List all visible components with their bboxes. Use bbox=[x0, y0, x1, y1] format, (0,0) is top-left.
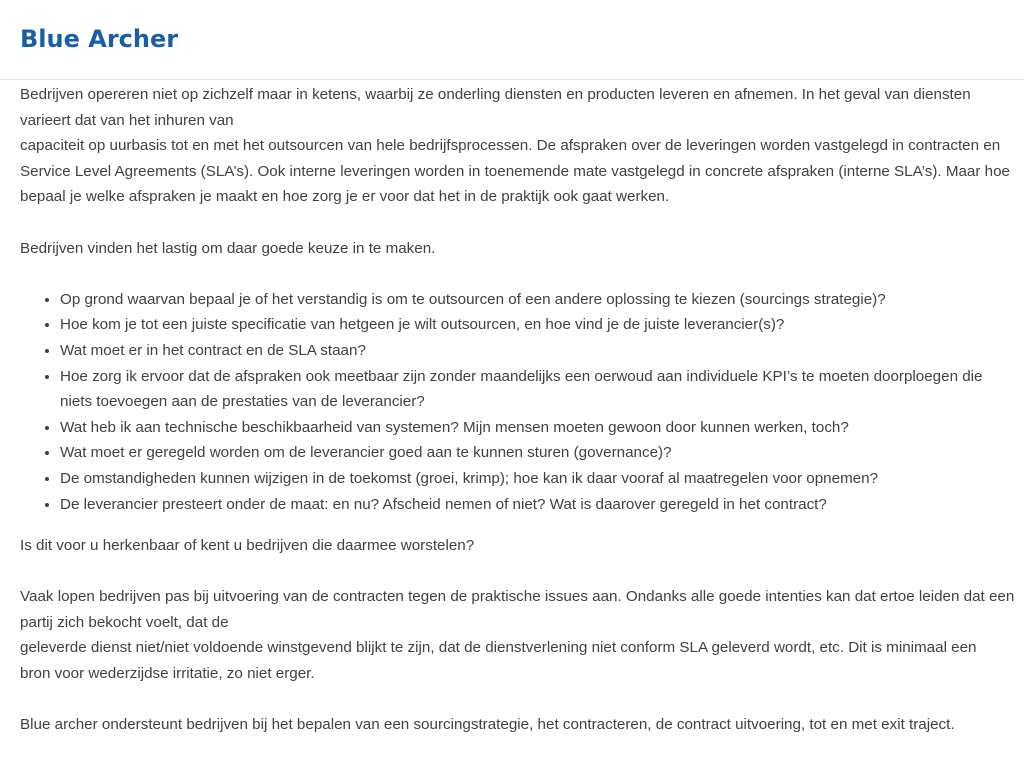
recognition-text: Is dit voor u herkenbaar of kent u bedrijven die daarmee worstelen? bbox=[20, 537, 475, 555]
intro-line: Service Level Agreements (SLA’s). Ook interne leveringen worden in toenemende mate vastgelegd in concrete afspraken (interne SLA’s). Maar hoe bbox=[20, 162, 1010, 180]
paragraph-gap bbox=[20, 210, 1004, 236]
difficulty-paragraph bbox=[20, 236, 1004, 262]
list-item-text: niets toevoegen aan de prestaties van de leverancier? bbox=[60, 393, 425, 411]
closing-text: Blue archer ondersteunt bedrijven bij het bepalen van een sourcingstrategie, het contracteren, de contract uitvoering, tot en met exit traject. bbox=[20, 716, 955, 734]
practice-line: Vaak lopen bedrijven pas bij uitvoering van de contracten tegen de praktische issues aan. Ondanks alle goede intenties kan dat ertoe leiden dat een bbox=[20, 588, 1015, 606]
list-item bbox=[60, 312, 1004, 338]
practice-line: partij zich bekocht voelt, dat de bbox=[20, 613, 229, 631]
list-item-text: • Hoe kom je tot een juiste specificatie van hetgeen je wilt outsourcen, en hoe vind je de juiste leverancier(s)? bbox=[60, 316, 785, 334]
list-item bbox=[60, 415, 1004, 441]
intro-line: bepaal je welke afspraken je maakt en hoe zorg je er voor dat het in de praktijk ook gaat werken. bbox=[20, 188, 670, 206]
list-item bbox=[60, 287, 1004, 313]
list-item-text: • De leverancier presteert onder de maat: en nu? Afscheid nemen of niet? Wat is daarover geregeld in het contract? bbox=[60, 495, 827, 513]
practice-paragraph bbox=[20, 584, 1015, 686]
recognition-paragraph bbox=[20, 533, 1004, 559]
list-item-text: • Op grond waarvan bepaal je of het verstandig is om te outsourcen of een andere oplossing te kiezen (sourcings strategie)? bbox=[60, 290, 886, 308]
intro-line: capaciteit op uurbasis tot en met het outsourcen van hele bedrijfsprocessen. De afspraken over de leveringen worden vastgelegd in contracten en bbox=[20, 137, 1001, 155]
site-title[interactable]: Blue Archer bbox=[20, 24, 179, 53]
list-item-text: • Wat heb ik aan technische beschikbaarheid van systemen? Mijn mensen moeten gewoon door kunnen werken, toch? bbox=[60, 418, 849, 436]
paragraph-gap bbox=[20, 559, 1004, 585]
closing-paragraph bbox=[20, 712, 1004, 738]
paragraph-gap bbox=[20, 261, 1004, 287]
paragraph-gap bbox=[20, 687, 1004, 713]
list-item-text: • Wat moet er in het contract en de SLA staan? bbox=[60, 341, 366, 359]
list-item bbox=[60, 338, 1004, 364]
list-item-text: • Hoe zorg ik ervoor dat de afspraken ook meetbaar zijn zonder maandelijks een oerwoud aan individuele KPI’s te moeten doorploegen die bbox=[60, 367, 983, 385]
difficulty-text: Bedrijven vinden het lastig om daar goede keuze in te maken. bbox=[20, 239, 436, 257]
intro-line: varieert dat van het inhuren van bbox=[20, 111, 234, 129]
list-item bbox=[60, 364, 1004, 415]
list-item bbox=[60, 492, 1004, 518]
list-item bbox=[60, 466, 1004, 492]
practice-line: geleverde dienst niet/niet voldoende winstgevend blijkt te zijn, dat de dienstverlening niet conform SLA geleverd wordt, etc. Dit is minimaal een bbox=[20, 639, 977, 657]
intro-line: Bedrijven opereren niet op zichzelf maar in ketens, waarbij ze onderling diensten en producten leveren en afnemen. In het geval van diensten bbox=[20, 86, 971, 103]
site-header bbox=[0, 0, 1024, 80]
list-item-text: • Wat moet er geregeld worden om de leverancier goed aan te kunnen sturen (governance)? bbox=[60, 444, 672, 462]
questions-list bbox=[20, 287, 1004, 517]
list-item bbox=[60, 440, 1004, 466]
list-item-text: • De omstandigheden kunnen wijzigen in de toekomst (groei, krimp); hoe kan ik daar vooraf al maatregelen voor opnemen? bbox=[60, 469, 879, 487]
practice-line: bron voor wederzijdse irritatie, zo niet erger. bbox=[20, 665, 315, 683]
page-content bbox=[0, 80, 1024, 738]
intro-paragraph bbox=[20, 80, 1010, 210]
